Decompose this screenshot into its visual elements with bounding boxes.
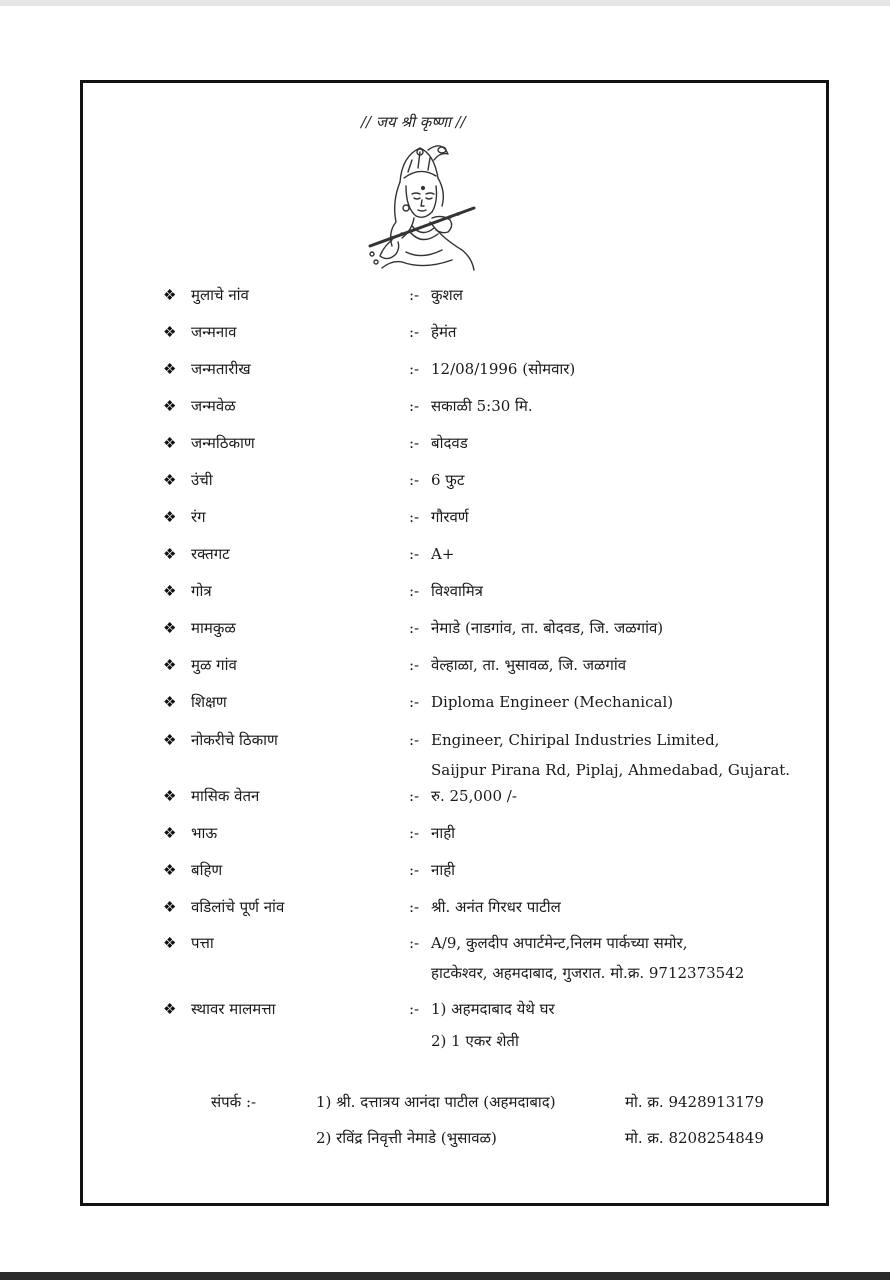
krishna-icon: [362, 142, 484, 272]
diamond-bullet-icon: ❖: [163, 471, 177, 489]
detail-value: 12/08/1996 (सोमवार): [431, 360, 576, 378]
detail-separator: :-: [409, 582, 420, 600]
detail-separator: :-: [409, 619, 420, 637]
top-band: [0, 0, 890, 6]
detail-value: Diploma Engineer (Mechanical): [431, 693, 674, 711]
detail-label: शिक्षण: [191, 693, 227, 711]
detail-label: मुळ गांव: [191, 656, 237, 674]
detail-separator: :-: [409, 861, 420, 879]
detail-label: जन्मवेळ: [191, 397, 236, 415]
detail-value: 6 फुट: [431, 471, 465, 489]
detail-separator: :-: [409, 323, 420, 341]
detail-separator: :-: [409, 471, 420, 489]
detail-separator: :-: [409, 286, 420, 304]
detail-separator: :-: [409, 397, 420, 415]
diamond-bullet-icon: ❖: [163, 934, 177, 952]
diamond-bullet-icon: ❖: [163, 508, 177, 526]
detail-value: नेमाडे (नाडगांव, ता. बोदवड, जि. जळगांव): [431, 619, 664, 637]
detail-value: कुशल: [431, 286, 463, 304]
contact-name-2: 2) रविंद्र निवृत्ती नेमाडे (भुसावळ): [316, 1129, 497, 1147]
detail-separator: :-: [409, 693, 420, 711]
diamond-bullet-icon: ❖: [163, 693, 177, 711]
detail-separator: :-: [409, 1000, 420, 1018]
detail-label: नोकरीचे ठिकाण: [191, 731, 278, 749]
detail-value: श्री. अनंत गिरधर पाटील: [431, 898, 561, 916]
detail-separator: :-: [409, 545, 420, 563]
diamond-bullet-icon: ❖: [163, 731, 177, 749]
detail-label: पत्ता: [191, 934, 214, 952]
detail-separator: :-: [409, 898, 420, 916]
detail-label: रक्तगट: [191, 545, 230, 563]
detail-value: विश्वामित्र: [431, 582, 483, 600]
detail-value: A/9, कुलदीप अपार्टमेन्ट,निलम पार्कच्या समोर,: [431, 934, 688, 952]
detail-label: उंची: [191, 471, 213, 489]
detail-separator: :-: [409, 360, 420, 378]
detail-separator: :-: [409, 787, 420, 805]
contact-phone-2: मो. क्र. 8208254849: [625, 1129, 764, 1147]
contact-name-1: 1) श्री. दत्तात्रय आनंदा पाटील (अहमदाबाद): [316, 1093, 556, 1111]
detail-label: मामकुळ: [191, 619, 236, 637]
invocation-title: // जय श्री कृष्णा //: [361, 113, 466, 131]
diamond-bullet-icon: ❖: [163, 898, 177, 916]
diamond-bullet-icon: ❖: [163, 861, 177, 879]
detail-value: Engineer, Chiripal Industries Limited,: [431, 731, 720, 749]
detail-value: सकाळी 5:30 मि.: [431, 397, 533, 415]
detail-label: गोत्र: [191, 582, 212, 600]
diamond-bullet-icon: ❖: [163, 434, 177, 452]
diamond-bullet-icon: ❖: [163, 397, 177, 415]
detail-label: मुलाचे नांव: [191, 286, 249, 304]
detail-value: नाही: [431, 824, 456, 842]
diamond-bullet-icon: ❖: [163, 360, 177, 378]
detail-value: हेमंत: [431, 323, 457, 341]
bottom-band: [0, 1272, 890, 1280]
contact-phone-1: मो. क्र. 9428913179: [625, 1093, 764, 1111]
detail-value: वेल्हाळा, ता. भुसावळ, जि. जळगांव: [431, 656, 627, 674]
detail-value: नाही: [431, 861, 456, 879]
detail-value-line2: 2) 1 एकर शेती: [431, 1032, 519, 1050]
diamond-bullet-icon: ❖: [163, 582, 177, 600]
detail-label: भाऊ: [191, 824, 218, 842]
detail-separator: :-: [409, 731, 420, 749]
detail-label: जन्मतारीख: [191, 360, 251, 378]
detail-value: बोदवड: [431, 434, 468, 452]
detail-separator: :-: [409, 508, 420, 526]
detail-label: रंग: [191, 508, 206, 526]
detail-separator: :-: [409, 434, 420, 452]
diamond-bullet-icon: ❖: [163, 619, 177, 637]
detail-value: 1) अहमदाबाद येथे घर: [431, 1000, 555, 1018]
contact-label: संपर्क :-: [211, 1093, 257, 1111]
detail-label: जन्मठिकाण: [191, 434, 255, 452]
diamond-bullet-icon: ❖: [163, 545, 177, 563]
detail-value-line2: Saijpur Pirana Rd, Piplaj, Ahmedabad, Gujarat.: [431, 761, 791, 779]
diamond-bullet-icon: ❖: [163, 824, 177, 842]
detail-label: जन्मनाव: [191, 323, 237, 341]
detail-value: गौरवर्ण: [431, 508, 469, 526]
detail-label: बहिण: [191, 861, 223, 879]
detail-separator: :-: [409, 824, 420, 842]
detail-separator: :-: [409, 934, 420, 952]
detail-label: मासिक वेतन: [191, 787, 260, 805]
diamond-bullet-icon: ❖: [163, 323, 177, 341]
detail-value-line2: हाटकेश्वर, अहमदाबाद, गुजरात. मो.क्र. 9712373542: [431, 964, 745, 982]
detail-label: वडिलांचे पूर्ण नांव: [191, 898, 285, 916]
detail-value: रु. 25,000 /-: [431, 787, 517, 805]
diamond-bullet-icon: ❖: [163, 787, 177, 805]
detail-separator: :-: [409, 656, 420, 674]
diamond-bullet-icon: ❖: [163, 1000, 177, 1018]
diamond-bullet-icon: ❖: [163, 286, 177, 304]
detail-label: स्थावर मालमत्ता: [191, 1000, 276, 1018]
diamond-bullet-icon: ❖: [163, 656, 177, 674]
detail-value: A+: [431, 545, 455, 563]
